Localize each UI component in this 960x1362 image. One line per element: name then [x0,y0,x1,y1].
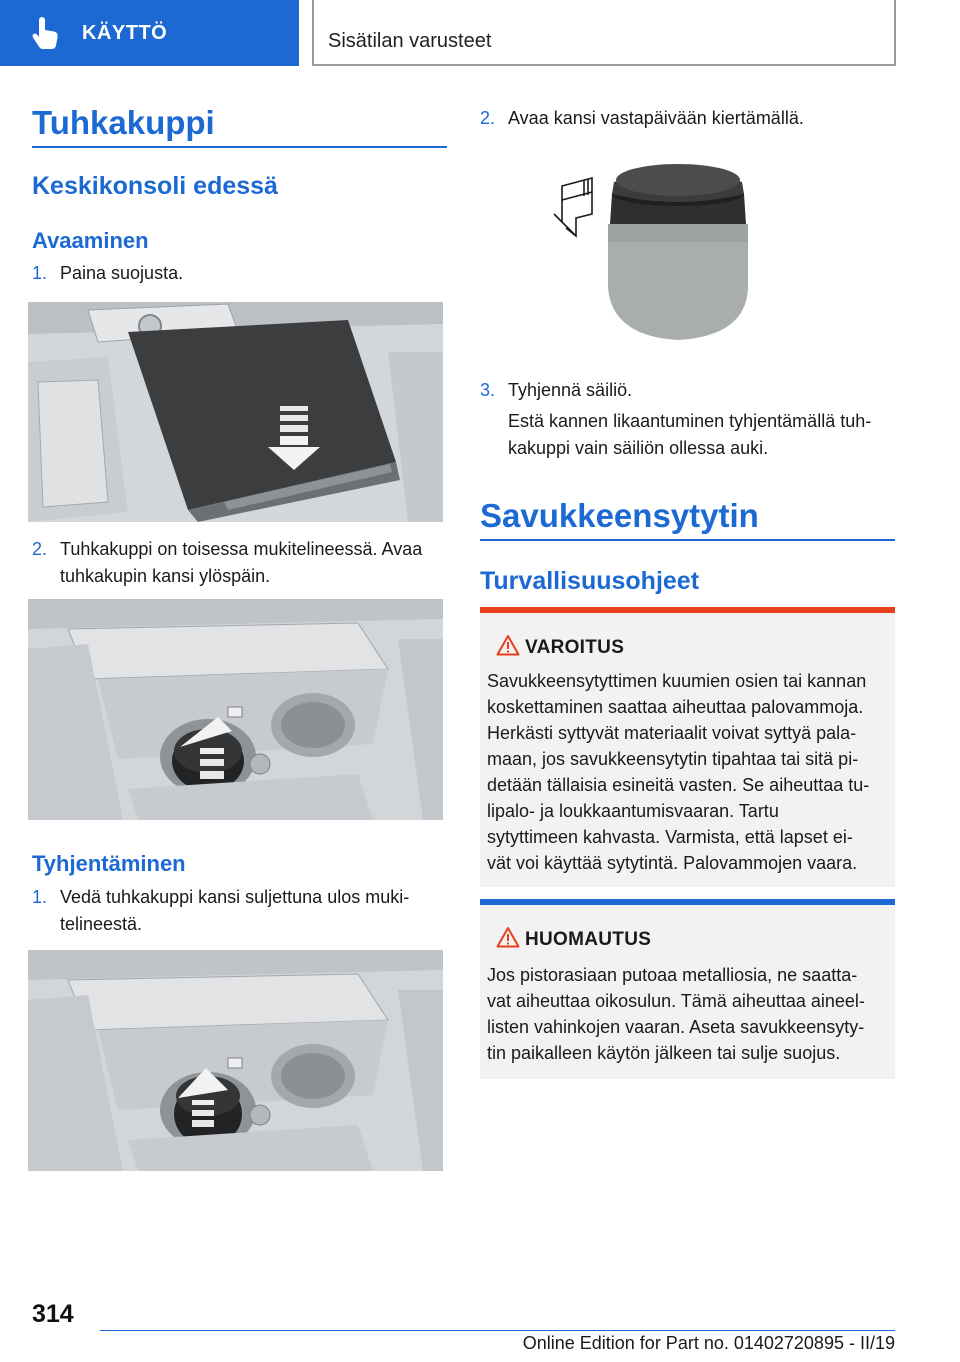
page-title: Tuhkakuppi [32,104,215,141]
header-section [312,0,896,66]
title-rule [480,539,895,541]
figure-cupholder-pull [28,950,443,1171]
section-heading: Keskikonsoli edessä [32,172,278,200]
step-number: 1. [32,263,48,283]
warning-box [480,607,895,887]
header-section-title: Sisätilan varusteet [328,30,492,52]
step-text: Paina suojusta. [60,263,184,283]
step-text: Avaa kansi vastapäivään kiertämällä. [508,108,804,128]
list-item [480,377,895,458]
safety-heading: Turvallisuusohjeet [480,567,700,595]
warning-line: Savukkeensytyttimen kuumien osien tai kannan [487,671,867,691]
title-rule [32,146,447,148]
warning-line: Herkästi syttyvät materiaalit voivat syttyä pala- [487,723,857,743]
page-number: 314 [32,1300,74,1328]
warning-bar [480,607,895,613]
step-text: Tuhkakuppi on toisessa mukitelineessä. Avaa [60,539,423,559]
figure-cupholder-open [28,599,443,820]
notice-line: vat aiheuttaa oikosulun. Tämä aiheuttaa aineel- [487,991,865,1011]
notice-box [480,899,895,1079]
step-number: 1. [32,887,48,907]
warning-line: sytyttimeen kahvasta. Varmista, että lapset ei- [487,827,853,847]
footer-rule [100,1330,895,1331]
notice-line: listen vahinkojen vaaran. Aseta savukkeensyty- [487,1017,865,1037]
step-detail: kakuppi vain säiliön ollessa auki. [508,438,769,458]
list-item [32,260,447,287]
rotate-arrow-icon [554,178,592,236]
step-number: 2. [32,539,48,559]
notice-line: tin paikalleen käytön jälkeen tai sulje suojus. [487,1043,841,1063]
warning-line: maan, jos savukkeensytytin tipahtaa tai sitä pi- [487,749,859,769]
notice-title: HUOMAUTUS [525,929,652,950]
warning-line: koskettaminen saattaa aiheuttaa palovammoja. [487,697,864,717]
figure-ashtray-rotate [548,158,758,346]
warning-line: lipalo- ja loukkaantumisvaaran. Tartu [487,801,779,821]
step-number: 3. [480,380,496,400]
section-title: Savukkeensytytin [480,497,759,534]
warning-line: detään tällaisia esineitä vasten. Se aiheuttaa tu- [487,775,870,795]
notice-line: Jos pistorasiaan putoaa metalliosia, ne saatta- [487,965,858,985]
list-item [32,884,447,938]
notice-bar [480,899,895,905]
warning-title: VAROITUS [525,637,625,658]
warning-line: vät voi käyttää sytytintä. Palovammojen vaara. [487,853,858,873]
hand-pointer-icon [30,16,60,50]
step-text: telineestä. [60,914,143,934]
step-text: tuhkakupin kansi ylöspäin. [60,566,271,586]
figure-console-lid [28,302,443,522]
warning-triangle-icon [496,926,520,948]
list-item [480,105,895,132]
list-item [32,536,447,590]
step-text: Vedä tuhkakuppi kansi suljettuna ulos muki- [60,887,410,907]
step-detail: Estä kannen likaantuminen tyhjentämällä tuh- [508,411,872,431]
header-tab-label: KÄYTTÖ [82,21,168,44]
opening-heading: Avaaminen [32,228,149,253]
step-text: Tyhjennä säiliö. [508,380,633,400]
emptying-heading: Tyhjentäminen [32,851,186,876]
step-number: 2. [480,108,496,128]
warning-triangle-icon [496,634,520,656]
header-tab[interactable] [0,0,299,66]
footer-edition: Online Edition for Part no. 01402720895 - II/19 [522,1333,895,1353]
